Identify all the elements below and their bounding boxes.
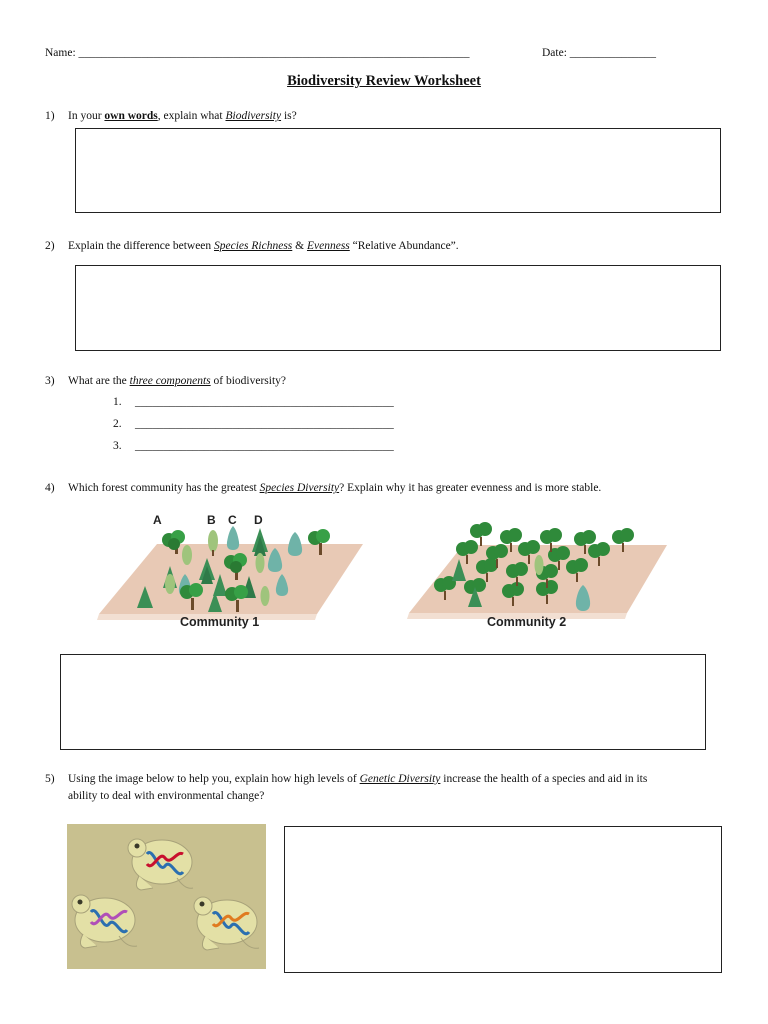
date-line: _______________: [569, 47, 657, 59]
spruce-d: [252, 528, 268, 556]
tree-label-a: A: [153, 513, 162, 527]
tree-label-c: C: [228, 513, 237, 527]
question-4: 4) Which forest community has the greatest Species Diversity? Explain why it has greater evenness and is more stable.: [45, 482, 602, 494]
community-1-label: Community 1: [180, 615, 260, 629]
question-3: 3) What are the three components of biodiversity?: [45, 375, 287, 387]
answer-box-4[interactable]: [60, 654, 706, 750]
genetic-diversity-frogs-illustration: [67, 824, 266, 969]
component-line-3[interactable]: 3. _____________________________________________: [113, 440, 394, 452]
community-2-illustration: [405, 515, 673, 625]
answer-box-5[interactable]: [284, 826, 722, 973]
community-2-label: Community 2: [487, 615, 567, 629]
component-line-2[interactable]: 2. _____________________________________________: [113, 418, 394, 430]
component-line-1[interactable]: 1. _____________________________________________: [113, 396, 394, 408]
cone-c: [227, 526, 239, 550]
name-field[interactable]: [45, 47, 470, 59]
tree-label-d: D: [254, 513, 263, 527]
date-field[interactable]: [542, 47, 656, 59]
question-5: 5) Using the image below to help you, explain how high levels of Genetic Diversity increase the health of a species and aid in its ability to deal with environmental change?: [45, 773, 648, 802]
answer-box-2[interactable]: [75, 265, 721, 351]
date-label: Date:: [542, 47, 570, 59]
name-line: ____________________________________________________________________: [78, 47, 470, 59]
name-label: Name:: [45, 47, 79, 59]
question-1: 1) In your own words, explain what Biodiversity is?: [45, 110, 297, 122]
worksheet-title: Biodiversity Review Worksheet: [287, 73, 481, 89]
answer-box-1[interactable]: [75, 128, 721, 213]
tree-label-b: B: [207, 513, 216, 527]
question-2: 2) Explain the difference between Species Richness & Evenness “Relative Abundance”.: [45, 240, 459, 252]
ground-plot: [99, 544, 363, 614]
